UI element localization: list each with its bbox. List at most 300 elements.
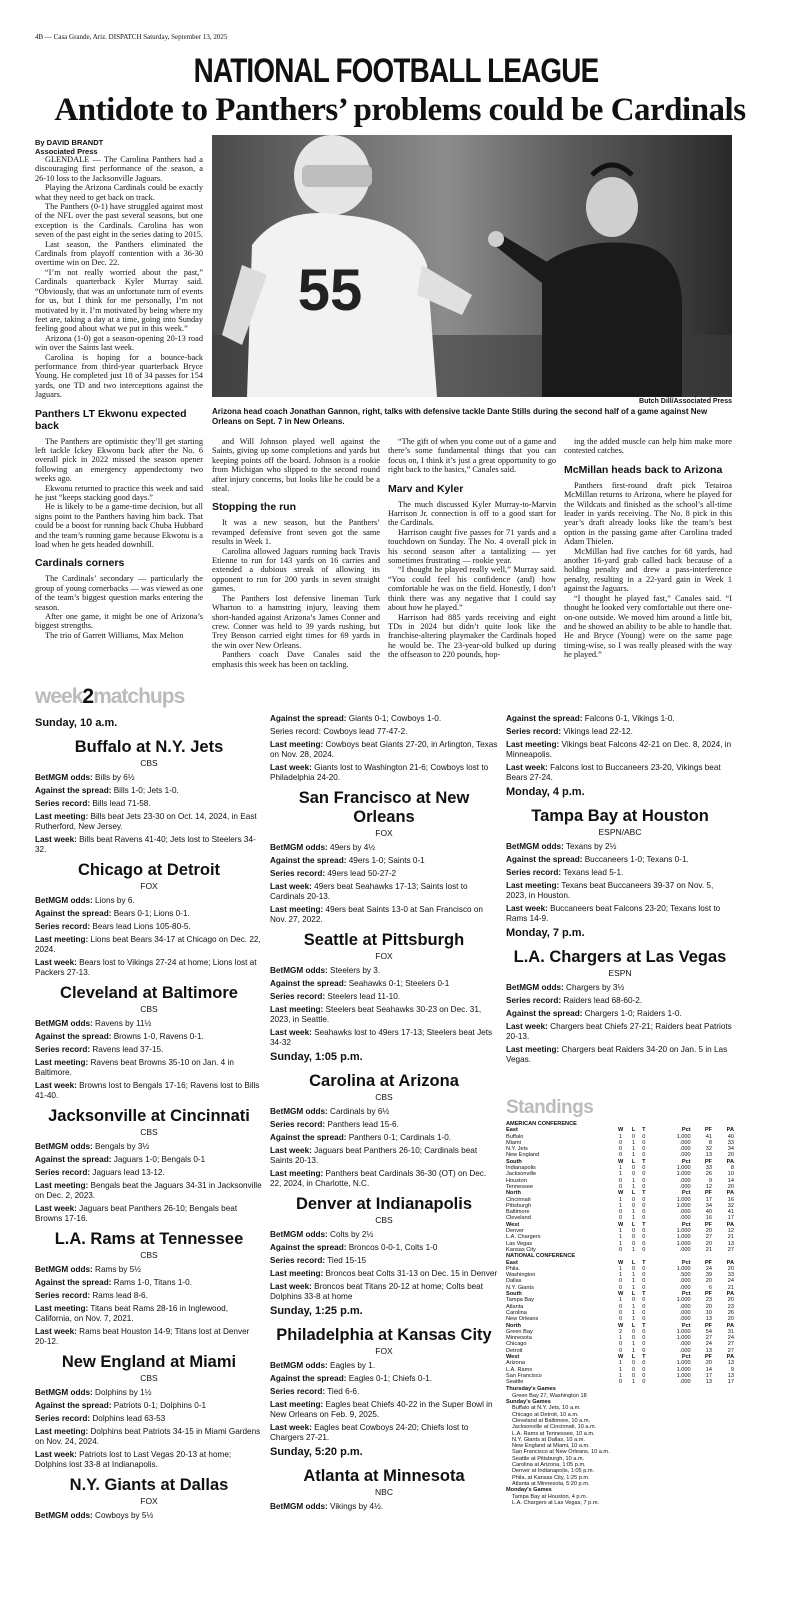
- team-stat: 33: [727, 1139, 734, 1146]
- article-column-1: [35, 155, 203, 640]
- matchup-line-label: Series record:: [506, 868, 562, 877]
- article-paragraph: “The gift of when you come out of a game and there’s some fundamental things that you can focus on, I think it’s just a great opportunity to go right back to the basics,” Canales said.: [388, 437, 556, 475]
- team-stat: 20: [727, 1152, 734, 1159]
- team-stat: 1.000: [676, 1328, 691, 1335]
- team-stat: 0: [642, 1171, 646, 1178]
- matchup-line-label: Series record:: [270, 1120, 326, 1129]
- team-stat: 21: [727, 1234, 734, 1241]
- jersey-number: 55: [297, 258, 363, 323]
- column-header: T: [642, 1353, 646, 1360]
- matchup-line-value: Panthers lead 15-6.: [327, 1120, 399, 1129]
- matchup-title: Seattle at Pittsburgh: [303, 931, 465, 949]
- team-stat: 0: [619, 1379, 623, 1386]
- article-paragraph: “I thought he played really well,” Murray said. “You could feel his confidence (and) how comfortable he was on the field. Honestly, I don’t think there was any negative that I could say about how he played.”: [388, 565, 556, 613]
- team-name: Pittsburgh: [506, 1202, 532, 1209]
- team-stat: 1: [619, 1171, 623, 1178]
- matchup-line-label: Last meeting:: [506, 740, 560, 749]
- team-stat: 1.000: [676, 1366, 691, 1373]
- matchup-line: [35, 958, 263, 978]
- matchup-title: L.A. Chargers at Las Vegas: [513, 948, 727, 966]
- team-stat: .000: [679, 1347, 691, 1354]
- matchup-line-label: Last week:: [270, 1028, 312, 1037]
- team-stat: 0: [642, 1303, 646, 1310]
- column-header: T: [642, 1190, 646, 1197]
- matchup-line-label: Against the spread:: [270, 1374, 347, 1383]
- matchup-line-label: Last meeting:: [35, 1058, 89, 1067]
- team-name: Arizona: [506, 1360, 525, 1367]
- matchup-line-value: Vikings lead 22-12.: [563, 727, 633, 736]
- matchup-line-label: BetMGM odds:: [35, 1142, 93, 1151]
- team-stat: 1.000: [676, 1228, 691, 1235]
- matchup-line: [35, 1265, 263, 1275]
- team-stat: 1: [619, 1360, 623, 1367]
- schedule-game: San Francisco at New Orleans, 10 a.m.: [512, 1449, 610, 1456]
- matchup-line-label: Last meeting:: [35, 1304, 89, 1313]
- column-header: PA: [726, 1291, 734, 1298]
- matchup-line-label: BetMGM odds:: [35, 896, 93, 905]
- matchup-line-label: Against the spread:: [506, 1009, 583, 1018]
- matchup-line: [506, 855, 734, 865]
- matchup-line-value: Rams lead 8-6.: [92, 1291, 148, 1300]
- matchup-line-value: Vikings beat Falcons 42-21 on Dec. 8, 2024, in Minneapolis.: [506, 740, 732, 759]
- matchup-line-value: Dolphins by 1½: [95, 1388, 152, 1397]
- matchup-line-value: Broncos beat Titans 20-12 at home; Colts beat Dolphins 33-8 at home: [270, 1282, 484, 1301]
- team-stat: 24: [705, 1265, 712, 1272]
- matchup-line-label: BetMGM odds:: [270, 966, 328, 975]
- matchup-line: [270, 992, 498, 1002]
- matchup-line: [35, 1278, 263, 1288]
- matchup-line: [506, 714, 734, 724]
- matchup-line-value: Seahawks 0-1; Steelers 0-1: [348, 979, 450, 988]
- matchup-line-value: Broncos beat Colts 31-13 on Dec. 15 in Denver: [325, 1269, 498, 1278]
- matchup-line-label: BetMGM odds:: [506, 983, 564, 992]
- team-stat: 0: [619, 1347, 623, 1354]
- team-stat: 0: [632, 1165, 636, 1172]
- team-stat: 1.000: [676, 1165, 691, 1172]
- team-name: Denver: [506, 1228, 525, 1235]
- team-stat: 10: [705, 1309, 712, 1316]
- matchup-line-value: Ravens by 11½: [95, 1019, 152, 1028]
- team-stat: 1.000: [676, 1240, 691, 1247]
- team-stat: 0: [642, 1165, 646, 1172]
- schedule-game: Phila. at Kansas City, 1:25 p.m.: [512, 1474, 590, 1481]
- team-stat: 0: [632, 1366, 636, 1373]
- matchup-title: Atlanta at Minnesota: [303, 1467, 465, 1485]
- team-stat: 1: [632, 1284, 636, 1291]
- matchup-line: [270, 1005, 498, 1025]
- team-stat: 1.000: [676, 1234, 691, 1241]
- matchup-line-value: Eagles 0-1; Chiefs 0-1.: [348, 1374, 433, 1383]
- team-stat: 1.000: [676, 1297, 691, 1304]
- matchup-line: [506, 904, 734, 924]
- matchup-line-label: Series record:: [35, 1291, 91, 1300]
- team-stat: 0: [642, 1234, 646, 1241]
- team-stat: 1: [632, 1139, 636, 1146]
- matchup-line-label: Last week:: [506, 904, 548, 913]
- team-name: Chicago: [506, 1341, 527, 1348]
- matchup-line: [35, 786, 263, 796]
- team-stat: 20: [705, 1303, 712, 1310]
- column-header: PF: [704, 1127, 712, 1134]
- schedule-game: Chicago at Detroit, 10 a.m.: [512, 1411, 579, 1418]
- article-paragraph: Playing the Arizona Cardinals could be exactly what they need to get back on track.: [35, 183, 203, 202]
- team-stat: 1: [632, 1309, 636, 1316]
- matchup-line-value: Rams beat Houston 14-9; Titans lost at Denver 20-12.: [35, 1327, 250, 1346]
- team-stat: 0: [642, 1309, 646, 1316]
- matchup-line-label: Against the spread:: [35, 909, 112, 918]
- team-name: San Francisco: [506, 1372, 542, 1379]
- article-paragraph: He is likely to be a game-time decision, but all signs point to the Panthers having him back. That could be a boost for running back Chuba Hubbard and the team’s running game because Ekwonu is a load when he gets headed downhill.: [35, 502, 203, 550]
- matchup-line-label: Last meeting:: [270, 740, 324, 749]
- team-stat: 0: [642, 1215, 646, 1222]
- column-header: W: [617, 1322, 624, 1329]
- article-paragraph: “I thought he played fast,” Canales said. “I thought he looked very comfortable out there one-on-one outside. We moved him around a little bit, and he showed an ability to be able to handle that. He and Bryce (Young) were on the same page timing-wise, so I was really pleased with the way he played.”: [564, 593, 732, 660]
- article-paragraph: It was a new season, but the Panthers’ revamped defensive front seven got the same results in Week 1.: [212, 518, 380, 547]
- matchup-line: [270, 1387, 498, 1397]
- matchup-line-value: Chargers beat Raiders 34-20 on Jan. 5 in Las Vegas.: [506, 1045, 728, 1064]
- team-stat: 0: [632, 1240, 636, 1247]
- team-stat: 27: [705, 1234, 712, 1241]
- team-stat: 0: [619, 1316, 623, 1323]
- matchup-line-value: Chargers by 3½: [566, 983, 625, 992]
- team-stat: 24: [727, 1335, 734, 1342]
- matchup-line-label: Last week:: [35, 835, 77, 844]
- matchup-line-label: Against the spread:: [270, 979, 347, 988]
- column-header: PA: [726, 1353, 734, 1360]
- matchup-line-value: Steelers beat Seahawks 30-23 on Dec. 31, 2023, in Seattle.: [270, 1005, 482, 1024]
- team-stat: 0: [642, 1366, 646, 1373]
- matchup-line: [35, 799, 263, 809]
- column-header: Pct: [681, 1259, 691, 1266]
- team-stat: 1: [619, 1297, 623, 1304]
- matchup-line: [35, 1181, 263, 1201]
- byline-author: By DAVID BRANDT: [35, 138, 104, 147]
- matchup-line-label: Last meeting:: [270, 1005, 324, 1014]
- team-stat: 1.000: [676, 1372, 691, 1379]
- team-stat: 0: [642, 1146, 646, 1153]
- matchup-line-value: Lions beat Bears 34-17 at Chicago on Dec. 22, 2024.: [35, 935, 261, 954]
- team-name: Jacksonville: [506, 1171, 537, 1178]
- team-name: Seattle: [506, 1379, 524, 1386]
- team-stat: 0: [642, 1246, 646, 1253]
- team-stat: 13: [727, 1372, 734, 1379]
- team-stat: 0: [619, 1152, 623, 1159]
- team-stat: 27: [727, 1341, 734, 1348]
- matchup-line-label: Last week:: [270, 1146, 312, 1155]
- tv-network: NBC: [375, 1487, 393, 1497]
- team-name: Tampa Bay: [506, 1297, 534, 1304]
- matchup-line: [506, 740, 734, 760]
- team-stat: 20: [727, 1265, 734, 1272]
- team-stat: .000: [679, 1209, 691, 1216]
- team-stat: 12: [705, 1183, 712, 1190]
- column-header: L: [631, 1127, 636, 1134]
- schedule-game: Buffalo at N.Y. Jets, 10 a.m.: [512, 1405, 581, 1412]
- column-header: PF: [704, 1353, 712, 1360]
- byline-agency: Associated Press: [35, 147, 98, 156]
- matchup-line-value: Bills lead 71-58.: [92, 799, 151, 808]
- column-header: W: [617, 1221, 624, 1228]
- team-stat: 1: [619, 1272, 623, 1279]
- team-stat: 34: [705, 1202, 712, 1209]
- matchup-line: [270, 1423, 498, 1443]
- matchup-line: [270, 1133, 498, 1143]
- matchup-line-value: Browns 1-0, Ravens 0-1.: [113, 1032, 204, 1041]
- matchup-line-value: Jaguars beat Panthers 26-10; Bengals beat Browns 17-16.: [35, 1204, 238, 1223]
- team-stat: 0: [619, 1284, 623, 1291]
- team-stat: 1: [619, 1335, 623, 1342]
- team-stat: 8: [708, 1139, 712, 1146]
- matchup-line: [506, 868, 734, 878]
- team-name: Atlanta: [506, 1303, 524, 1310]
- tv-network: CBS: [140, 758, 158, 768]
- standings-row: [506, 1379, 734, 1385]
- schedule-heading: Monday's Games: [506, 1487, 552, 1494]
- team-stat: 39: [705, 1272, 712, 1279]
- team-stat: 0: [619, 1177, 623, 1184]
- matchup-title: N.Y. Giants at Dallas: [69, 1476, 229, 1494]
- matchup-line-value: Bills by 6½: [95, 773, 135, 782]
- matchup-line-label: Last week:: [35, 1081, 77, 1090]
- matchup-line-value: Buccaneers beat Falcons 23-20; Texans lost to Rams 14-9.: [506, 904, 721, 923]
- matchup-line-label: Against the spread:: [35, 1278, 112, 1287]
- matchup-line: [270, 1269, 498, 1279]
- matchup-line-label: Last meeting:: [270, 905, 324, 914]
- team-stat: 9: [730, 1366, 734, 1373]
- game-time-heading: Sunday, 1:25 p.m.: [270, 1305, 363, 1317]
- matchup-line-value: Falcons 0-1, Vikings 1-0.: [584, 714, 675, 723]
- column-header: PF: [704, 1322, 712, 1329]
- matchup-line: [270, 1361, 498, 1371]
- team-stat: 17: [705, 1372, 712, 1379]
- article-paragraph: Harrison had 885 yards receiving and eight TDs in 2024 but didn’t quite look like the franchise-altering playmaker the Cardinals hoped he would be. The 23-year-old bulked up during the offseason to 220 pounds, hop-: [388, 612, 556, 660]
- tv-network: CBS: [140, 1373, 158, 1383]
- team-name: L.A. Rams: [506, 1366, 533, 1373]
- tv-network: CBS: [140, 1004, 158, 1014]
- team-stat: 1: [619, 1133, 623, 1140]
- team-stat: 0: [619, 1183, 623, 1190]
- team-stat: 0: [642, 1278, 646, 1285]
- matchup-line-value: Steelers by 3.: [330, 966, 381, 975]
- column-header: Pct: [681, 1127, 691, 1134]
- team-name: Washington: [506, 1272, 536, 1279]
- matchup-line-label: Series record:: [35, 1168, 91, 1177]
- matchup-line-value: 49ers beat Saints 13-0 at San Francisco on Nov. 27, 2022.: [270, 905, 483, 924]
- division-name: North: [506, 1190, 521, 1197]
- tv-network: CBS: [140, 1127, 158, 1137]
- tv-network: FOX: [375, 1346, 393, 1356]
- column-header: L: [631, 1158, 636, 1165]
- division-name: West: [506, 1353, 520, 1360]
- byline: [35, 138, 103, 156]
- team-stat: 1: [619, 1265, 623, 1272]
- matchup-line-value: Eagles beat Chiefs 40-22 in the Super Bowl in New Orleans on Feb. 9, 2025.: [270, 1400, 493, 1419]
- matchup-line: [506, 1045, 734, 1065]
- game-time-heading: Sunday, 1:05 p.m.: [270, 1051, 363, 1063]
- article-paragraph: Harrison caught five passes for 71 yards and a touchdown on Sunday. The No. 4 overall pick in his second season after a tantalizing — yet sometimes frustrating — rookie year.: [388, 527, 556, 566]
- division-name: East: [506, 1259, 518, 1266]
- team-stat: 1.000: [676, 1196, 691, 1203]
- team-stat: 9: [708, 1177, 712, 1184]
- page-folio: 4B — Casa Grande, Ariz. DISPATCH Saturday, September 13, 2025: [35, 33, 228, 41]
- matchup-line: [270, 1400, 498, 1420]
- matchup-line-value: Jaguars lead 13-12.: [92, 1168, 165, 1177]
- column-header: T: [642, 1291, 646, 1298]
- matchup-line: [270, 843, 498, 853]
- matchup-line-value: Dolphins lead 63-53: [92, 1414, 166, 1423]
- matchup-line: [35, 1304, 263, 1324]
- matchup-line-label: Last week:: [506, 763, 548, 772]
- division-name: South: [506, 1291, 522, 1298]
- article-paragraph: Last season, the Panthers eliminated the Cardinals from playoff contention with a 36-30 overtime win on Dec. 22.: [35, 239, 203, 268]
- matchups-column-2: [270, 714, 498, 1515]
- team-stat: 1: [632, 1341, 636, 1348]
- team-stat: 1: [632, 1152, 636, 1159]
- team-stat: 6: [708, 1284, 712, 1291]
- matchup-line-value: Giants lost to Washington 21-6; Cowboys lost to Philadelphia 24-20.: [270, 763, 489, 782]
- article-paragraph: The Panthers are optimistic they’ll get starting left tackle Ickey Ekwonu back after the No. 6 overall pick in 2022 missed the season opener following an emergency appendectomy two weeks ago.: [35, 436, 203, 484]
- team-stat: .000: [679, 1303, 691, 1310]
- matchup-line: [270, 1120, 498, 1130]
- matchup-line-label: Last week:: [270, 1423, 312, 1432]
- matchup-line: [35, 922, 263, 932]
- team-stat: 20: [727, 1297, 734, 1304]
- team-stat: .000: [679, 1278, 691, 1285]
- article-paragraph: Arizona (1-0) got a season-opening 20-13 road win over the Saints last week.: [35, 333, 203, 353]
- matchup-title: Denver at Indianapolis: [295, 1195, 473, 1213]
- column-header: T: [642, 1221, 646, 1228]
- team-stat: 20: [727, 1183, 734, 1190]
- matchup-line: [270, 979, 498, 989]
- team-stat: 33: [727, 1272, 734, 1279]
- section-heading: NATIONAL FOOTBALL LEAGUE: [193, 52, 599, 90]
- schedule-game: L.A. Rams at Tennessee, 10 a.m.: [512, 1430, 595, 1437]
- matchup-line-label: BetMGM odds:: [270, 1107, 328, 1116]
- team-stat: .000: [679, 1215, 691, 1222]
- team-stat: .000: [679, 1316, 691, 1323]
- matchup-line: [35, 1045, 263, 1055]
- team-name: Detroit: [506, 1347, 523, 1354]
- matchup-line: [35, 1142, 263, 1152]
- standings-logo: Standings: [506, 1097, 594, 1118]
- team-stat: 0: [642, 1228, 646, 1235]
- team-stat: 0: [632, 1133, 636, 1140]
- matchup-line-value: Texans beat Buccaneers 39-37 on Nov. 5, 2023, in Houston.: [506, 881, 714, 900]
- tv-network: CBS: [140, 1250, 158, 1260]
- matchup-line-label: Against the spread:: [506, 714, 583, 723]
- matchup-title: Cleveland at Baltimore: [60, 984, 238, 1002]
- team-stat: .000: [679, 1379, 691, 1386]
- matchup-line: [270, 1107, 498, 1117]
- matchup-line-value: Texans by 2½: [565, 842, 617, 851]
- matchup-line: [270, 1282, 498, 1302]
- matchup-line: [506, 1009, 734, 1019]
- matchup-line-value: Colts by 2½: [330, 1230, 374, 1239]
- matchup-line: [35, 1511, 263, 1521]
- matchup-line-value: Tied 6-6.: [327, 1387, 360, 1396]
- team-name: Dallas: [506, 1278, 522, 1285]
- matchup-title: New England at Miami: [61, 1353, 237, 1371]
- matchup-line-label: Series record:: [270, 1387, 326, 1396]
- matchup-line: [270, 1256, 498, 1266]
- column-header: L: [631, 1353, 636, 1360]
- team-stat: 0: [632, 1297, 636, 1304]
- team-stat: 1: [632, 1246, 636, 1253]
- team-stat: 13: [727, 1240, 734, 1247]
- matchup-line: [35, 835, 263, 855]
- team-stat: .000: [679, 1341, 691, 1348]
- matchup-line-label: Series record:: [35, 922, 91, 931]
- article-subhead: Stopping the run: [212, 501, 296, 514]
- photo-credit: Butch Dill/Associated Press: [639, 398, 732, 405]
- matchup-title: Buffalo at N.Y. Jets: [74, 738, 224, 756]
- team-stat: 27: [727, 1347, 734, 1354]
- team-stat: 0: [642, 1272, 646, 1279]
- team-stat: 0: [642, 1328, 646, 1335]
- matchup-line-value: Rams 1-0, Titans 1-0.: [113, 1278, 192, 1287]
- column-header: L: [631, 1322, 636, 1329]
- matchup-line-value: Bengals by 3½: [95, 1142, 150, 1151]
- schedule-game: Cleveland at Baltimore, 10 a.m.: [512, 1417, 591, 1424]
- team-name: Miami: [506, 1139, 521, 1146]
- matchup-line: [270, 966, 498, 976]
- team-stat: 0: [642, 1133, 646, 1140]
- schedule-game: Jacksonville at Cincinnati, 10 a.m.: [512, 1424, 597, 1431]
- team-stat: 41: [727, 1209, 734, 1216]
- team-stat: 0: [632, 1328, 636, 1335]
- matchup-line: [35, 896, 263, 906]
- page-headline: Antidote to Panthers’ problems could be Cardinals: [54, 92, 746, 128]
- team-stat: 1: [619, 1228, 623, 1235]
- team-stat: 1.000: [676, 1265, 691, 1272]
- team-stat: 14: [727, 1177, 734, 1184]
- team-stat: 0: [642, 1240, 646, 1247]
- matchup-line-label: Last week:: [35, 1450, 77, 1459]
- schedule-game: N.Y. Giants at Dallas, 10 a.m.: [512, 1436, 585, 1443]
- game-time-heading: Monday, 7 p.m.: [506, 927, 585, 939]
- team-name: Las Vegas: [506, 1240, 533, 1247]
- matchup-line: [35, 909, 263, 919]
- team-stat: 0: [642, 1196, 646, 1203]
- matchup-title: San Francisco at New Orleans: [298, 789, 470, 826]
- team-stat: 1: [632, 1183, 636, 1190]
- matchup-line-value: Jaguars 1-0; Bengals 0-1: [113, 1155, 206, 1164]
- article-paragraph: “I’m not really worried about the past,” Cardinals quarterback Kyler Murray said. “Obviously, that was an unfortunate turn of events for us, but I think for me personally, I’m not motivated by it. I’m motivated by being where my feet are, taking a day at a time, going into Sunday feeling good about what we put in this week.”: [35, 267, 203, 334]
- column-header: PA: [726, 1259, 734, 1266]
- team-stat: 1: [632, 1146, 636, 1153]
- team-stat: 1: [632, 1209, 636, 1216]
- team-stat: 13: [705, 1152, 712, 1159]
- column-header: Pct: [681, 1158, 691, 1165]
- matchup-line-value: Bears lead Lions 105-80-5.: [92, 922, 191, 931]
- matchup-line: [506, 727, 734, 737]
- matchup-line-label: BetMGM odds:: [35, 1388, 93, 1397]
- matchup-line-value: Broncos 0-0-1, Colts 1-0: [348, 1243, 438, 1252]
- matchup-line: [270, 1243, 498, 1253]
- team-stat: 1: [632, 1177, 636, 1184]
- matchup-line: [270, 1169, 498, 1189]
- team-stat: 0: [642, 1297, 646, 1304]
- schedule-game: Seattle at Pittsburgh, 10 a.m.: [512, 1455, 585, 1462]
- matchup-line-label: BetMGM odds:: [270, 843, 328, 852]
- team-name: Tennessee: [506, 1183, 534, 1190]
- team-stat: 0: [619, 1309, 623, 1316]
- matchup-line-value: Ravens lead 37-15.: [92, 1045, 164, 1054]
- team-stat: 0: [619, 1139, 623, 1146]
- team-stat: .000: [679, 1177, 691, 1184]
- matchup-line: [270, 727, 498, 737]
- team-stat: 1: [632, 1272, 636, 1279]
